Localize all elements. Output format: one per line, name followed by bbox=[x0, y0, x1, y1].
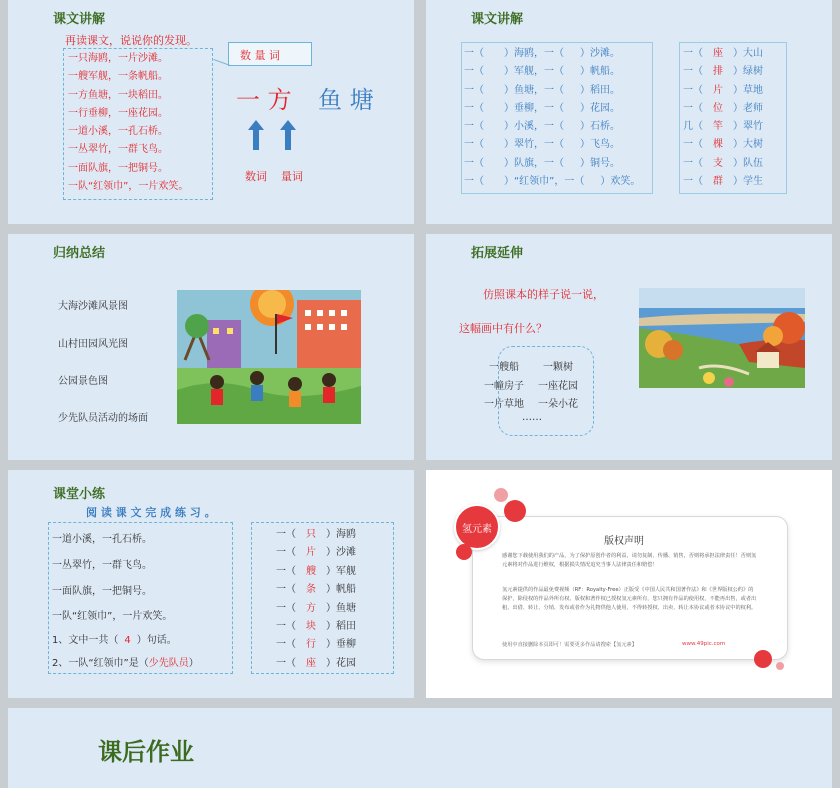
fill-row: 一（ 只 ）海鸥 bbox=[276, 529, 356, 540]
slide-title: 课堂小练 bbox=[53, 487, 106, 502]
prompt-text: 再读课文，说说你的发现。 bbox=[65, 34, 197, 47]
slide-2[interactable] bbox=[426, 0, 832, 224]
label-measure: 量词 bbox=[281, 170, 303, 183]
label-numeral: 数词 bbox=[245, 170, 267, 183]
poem-line: 一道小溪，一孔石桥。 bbox=[68, 126, 168, 138]
answer-item: 一艘船 bbox=[489, 362, 519, 373]
fill-rows bbox=[276, 526, 356, 673]
slide-6[interactable] bbox=[426, 470, 832, 698]
notice-para-1: 感谢您下载使用我们的产品，为了保护原创作者的利益，请勿复制、传播、销售，否则将承担法律责任！否则氢元素将对作品进行维权，根据损失情况追究当事人法律责任和赔偿！ bbox=[502, 553, 757, 568]
exercise-row: 一（ ）小溪，一（ ）石桥。 bbox=[464, 121, 620, 133]
fill-row: 一（ 行 ）垂柳 bbox=[276, 639, 356, 651]
question-line-2: 这幅画中有什么？ bbox=[459, 322, 547, 335]
fill-row: 一（ 片 ）沙滩 bbox=[276, 547, 356, 559]
notice-title: 版权声明 bbox=[604, 536, 644, 547]
notice-footer-link[interactable]: www.49pic.com bbox=[682, 641, 726, 647]
answer-item: 一片草地 bbox=[484, 399, 524, 410]
notice-footer-text: 使用中直接删除本页即可！需要更多作品请搜索【氢元素】 bbox=[502, 642, 637, 648]
answer-row: 一（ 片 ）草地 bbox=[683, 84, 763, 96]
slide-title: 课文讲解 bbox=[471, 12, 524, 27]
answer-row: 一（ 位 ）老师 bbox=[683, 102, 763, 114]
answer-item: 一朵小花 bbox=[538, 399, 578, 410]
answer-item: 一幢房子 bbox=[484, 381, 524, 392]
brand-badge-text: 氢元素 bbox=[462, 523, 492, 535]
drawing-illustration bbox=[177, 290, 361, 424]
slide-title: 拓展延伸 bbox=[471, 246, 524, 261]
exercise-row: 一（ ）翠竹，一（ ）飞鸟。 bbox=[464, 139, 620, 151]
decor-dot bbox=[494, 488, 508, 502]
question-2: 2、一队“红领巾”是（少先队员） bbox=[52, 658, 199, 669]
answer-ellipsis: …… bbox=[522, 412, 542, 423]
poem-lines bbox=[68, 50, 188, 196]
poem-line: 一行垂柳，一座花园。 bbox=[68, 107, 168, 119]
decor-dot bbox=[754, 650, 772, 668]
big-noun: 鱼 塘 bbox=[318, 86, 374, 114]
reading-line: 一面队旗，一把铜号。 bbox=[52, 586, 152, 597]
exercise-row: 一（ ）军舰，一（ ）帆船。 bbox=[464, 66, 620, 78]
slide-4[interactable] bbox=[426, 234, 832, 460]
poem-line: 一艘军舰，一条帆船。 bbox=[68, 71, 168, 83]
big-numeral-measure: 一 方 bbox=[236, 86, 292, 114]
slide-7[interactable] bbox=[8, 708, 832, 788]
exercise-row: 一（ ）“红领巾”，一（ ）欢笑。 bbox=[464, 176, 641, 188]
exercise-row: 一（ ）鱼塘，一（ ）稻田。 bbox=[464, 84, 620, 96]
slide-title: 归纳总结 bbox=[53, 246, 106, 261]
poem-line: 一方鱼塘，一块稻田。 bbox=[68, 89, 168, 101]
seaside-painting bbox=[639, 288, 805, 388]
fill-row: 一（ 条 ）帆船 bbox=[276, 584, 356, 596]
answer-row: 一（ 群 ）学生 bbox=[683, 176, 763, 188]
answer-young-pioneers: 少先队员 bbox=[148, 658, 189, 669]
brand-badge bbox=[454, 504, 500, 550]
children-drawing bbox=[177, 290, 361, 424]
question-1: 1、文中一共（ 4 ）句话。 bbox=[52, 635, 177, 646]
answer-row: 一（ 座 ）大山 bbox=[683, 48, 763, 59]
reading-line: 一道小溪，一孔石桥。 bbox=[52, 534, 152, 545]
up-arrow-icon bbox=[248, 120, 264, 150]
question-line-1: 仿照课本的样子说一说， bbox=[483, 288, 604, 301]
fill-row: 一（ 艘 ）军舰 bbox=[276, 565, 356, 577]
reading-line: 一丛翠竹，一群飞鸟。 bbox=[52, 560, 152, 571]
poem-line: 一丛翠竹，一群飞鸟。 bbox=[68, 144, 168, 156]
painting-illustration bbox=[639, 288, 805, 388]
decor-dot bbox=[504, 500, 526, 522]
answer-row: 几（ 竿 ）翠竹 bbox=[683, 121, 763, 133]
summary-item: 少先队员活动的场面 bbox=[58, 413, 148, 424]
poem-line: 一面队旗，一把铜号。 bbox=[68, 162, 168, 174]
answer-item: 一座花园 bbox=[538, 381, 578, 392]
homework-title: 课后作业 bbox=[98, 738, 194, 766]
summary-item: 公园景色图 bbox=[58, 376, 108, 387]
answer-4: 4 bbox=[124, 635, 131, 646]
answer-row: 一（ 棵 ）大树 bbox=[683, 139, 763, 151]
poem-line: 一只海鸥，一片沙滩。 bbox=[68, 53, 168, 64]
fill-row: 一（ 块 ）稻田 bbox=[276, 621, 356, 633]
exercise-row: 一（ ）海鸥，一（ ）沙滩。 bbox=[464, 48, 620, 59]
up-arrow-icon bbox=[280, 120, 296, 150]
exercise-row: 一（ ）垂柳，一（ ）花园。 bbox=[464, 102, 620, 114]
answer-item: 一颗树 bbox=[543, 362, 573, 373]
answer-row: 一（ 排 ）绿树 bbox=[683, 66, 763, 78]
poem-line: 一队“红领巾”，一片欢笑。 bbox=[68, 181, 189, 193]
decor-dot bbox=[456, 544, 472, 560]
notice-para-2: 氢元素提供的作品最免费视频（RF：Royalty-Free）正版受《中国人民共和国著作法》和《世界版权公约》的保护，除侵权的作品外所有权、版权和著作权已授权氢元素所有，您只拥有作品的使用权，不能再出售，或者出租、出借、转让、分销、发布或者作为礼物供他人使用，不得转授权、出卖、转让本协议或者本协议中的权利。 bbox=[502, 587, 757, 611]
instruction: 阅 读 课 文 完 成 练 习 。 bbox=[86, 506, 216, 519]
exercise-row: 一（ ）队旗，一（ ）铜号。 bbox=[464, 157, 620, 169]
callout-label: 数 量 词 bbox=[240, 49, 280, 62]
slide-3[interactable] bbox=[8, 234, 414, 460]
summary-item: 大海沙滩风景图 bbox=[58, 301, 128, 312]
slide-1[interactable] bbox=[8, 0, 414, 224]
slide-5[interactable] bbox=[8, 470, 414, 698]
decor-dot bbox=[776, 662, 784, 670]
slide-title: 课文讲解 bbox=[53, 12, 106, 27]
left-rows bbox=[464, 45, 640, 191]
reading-line: 一队“红领巾”，一片欢笑。 bbox=[52, 611, 173, 622]
summary-item: 山村田园风光图 bbox=[58, 339, 128, 350]
right-rows bbox=[683, 45, 763, 191]
fill-row: 一（ 方 ）鱼塘 bbox=[276, 602, 356, 614]
fill-row: 一（ 座 ）花园 bbox=[276, 657, 356, 669]
answer-row: 一（ 支 ）队伍 bbox=[683, 157, 763, 169]
